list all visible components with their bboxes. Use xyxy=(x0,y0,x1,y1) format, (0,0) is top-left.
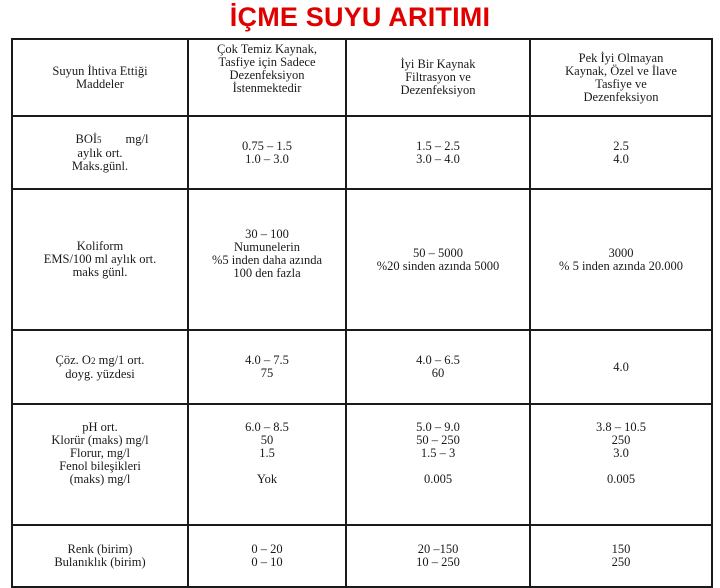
value-cell: 3.8 – 10.5 250 3.0 0.005 xyxy=(530,404,712,525)
param-bod xyxy=(12,116,188,189)
table-row xyxy=(12,404,712,525)
header-substances xyxy=(12,39,188,116)
header-line: İyi Bir Kaynak xyxy=(400,57,476,71)
value-cell: 4.0 – 7.5 75 xyxy=(188,330,346,404)
param-dissolved-oxygen: Çöz. O2 mg/1 ort. doyg. yüzdesi xyxy=(12,330,188,404)
header-line: Dezenfeksiyon xyxy=(583,89,659,104)
value-cell: 4.0 xyxy=(530,330,712,404)
table-row xyxy=(12,525,712,587)
header-line: Çok Temiz Kaynak, xyxy=(217,42,317,56)
value-cell: 1.5 – 2.5 3.0 – 4.0 xyxy=(346,116,530,189)
value-cell: 0 – 20 0 – 10 xyxy=(188,525,346,587)
param-coliform: Koliform EMS/100 ml aylık ort. maks günl. xyxy=(12,189,188,330)
value-cell: 4.0 – 6.5 60 xyxy=(346,330,530,404)
header-line: Dezenfeksiyon xyxy=(229,68,305,82)
header-line: Tasfiye ve xyxy=(595,76,647,91)
table-row xyxy=(12,116,712,189)
header-row xyxy=(12,39,712,116)
header-line: Filtrasyon ve xyxy=(405,70,471,84)
header-line: Pek İyi Olmayan xyxy=(578,50,664,65)
value-cell: 30 – 100 Numunelerin %5 inden daha azında 100 den fazla xyxy=(188,189,346,330)
header-line: Kaynak, Özel ve İlave xyxy=(565,63,677,78)
value-cell: 5.0 – 9.0 50 – 250 1.5 – 3 0.005 xyxy=(346,404,530,525)
value-cell: 150 250 xyxy=(530,525,712,587)
param-line: aylık ort. xyxy=(77,145,123,160)
header-good-source xyxy=(346,39,530,116)
param-line: BOİ5 mg/l xyxy=(75,131,149,146)
value-cell: 50 – 5000 %20 sinden azında 5000 xyxy=(346,189,530,330)
header-poor-source xyxy=(530,39,712,116)
param-line: Çöz. O2 mg/1 ort. xyxy=(55,352,145,367)
value-cell: 0.75 – 1.5 1.0 – 3.0 xyxy=(188,116,346,189)
value-cell: 20 –150 10 – 250 xyxy=(346,525,530,587)
value-cell: 2.5 4.0 xyxy=(530,116,712,189)
value-cell: 3000 % 5 inden azında 20.000 xyxy=(530,189,712,330)
header-line: İstenmektedir xyxy=(232,81,302,95)
table-row xyxy=(12,330,712,404)
param-line: Maks.günl. xyxy=(71,158,129,173)
header-line: Suyun İhtiva Ettiği xyxy=(52,63,148,78)
page-title: İÇME SUYU ARITIMI xyxy=(229,2,491,32)
header-line: Dezenfeksiyon xyxy=(400,83,476,97)
param-color-turbidity: Renk (birim) Bulanıklık (birim) xyxy=(12,525,188,587)
water-quality-table xyxy=(11,38,713,588)
header-very-clean-source xyxy=(188,39,346,116)
param-ph-chloride-fluoride-phenol: pH ort. Klorür (maks) mg/l Florur, mg/l Fenol bileşikleri (maks) mg/l xyxy=(12,404,188,525)
value-cell: 6.0 – 8.5 50 1.5 Yok xyxy=(188,404,346,525)
header-line: Tasfiye için Sadece xyxy=(218,55,316,69)
header-line: Maddeler xyxy=(76,76,124,91)
table-row xyxy=(12,189,712,330)
